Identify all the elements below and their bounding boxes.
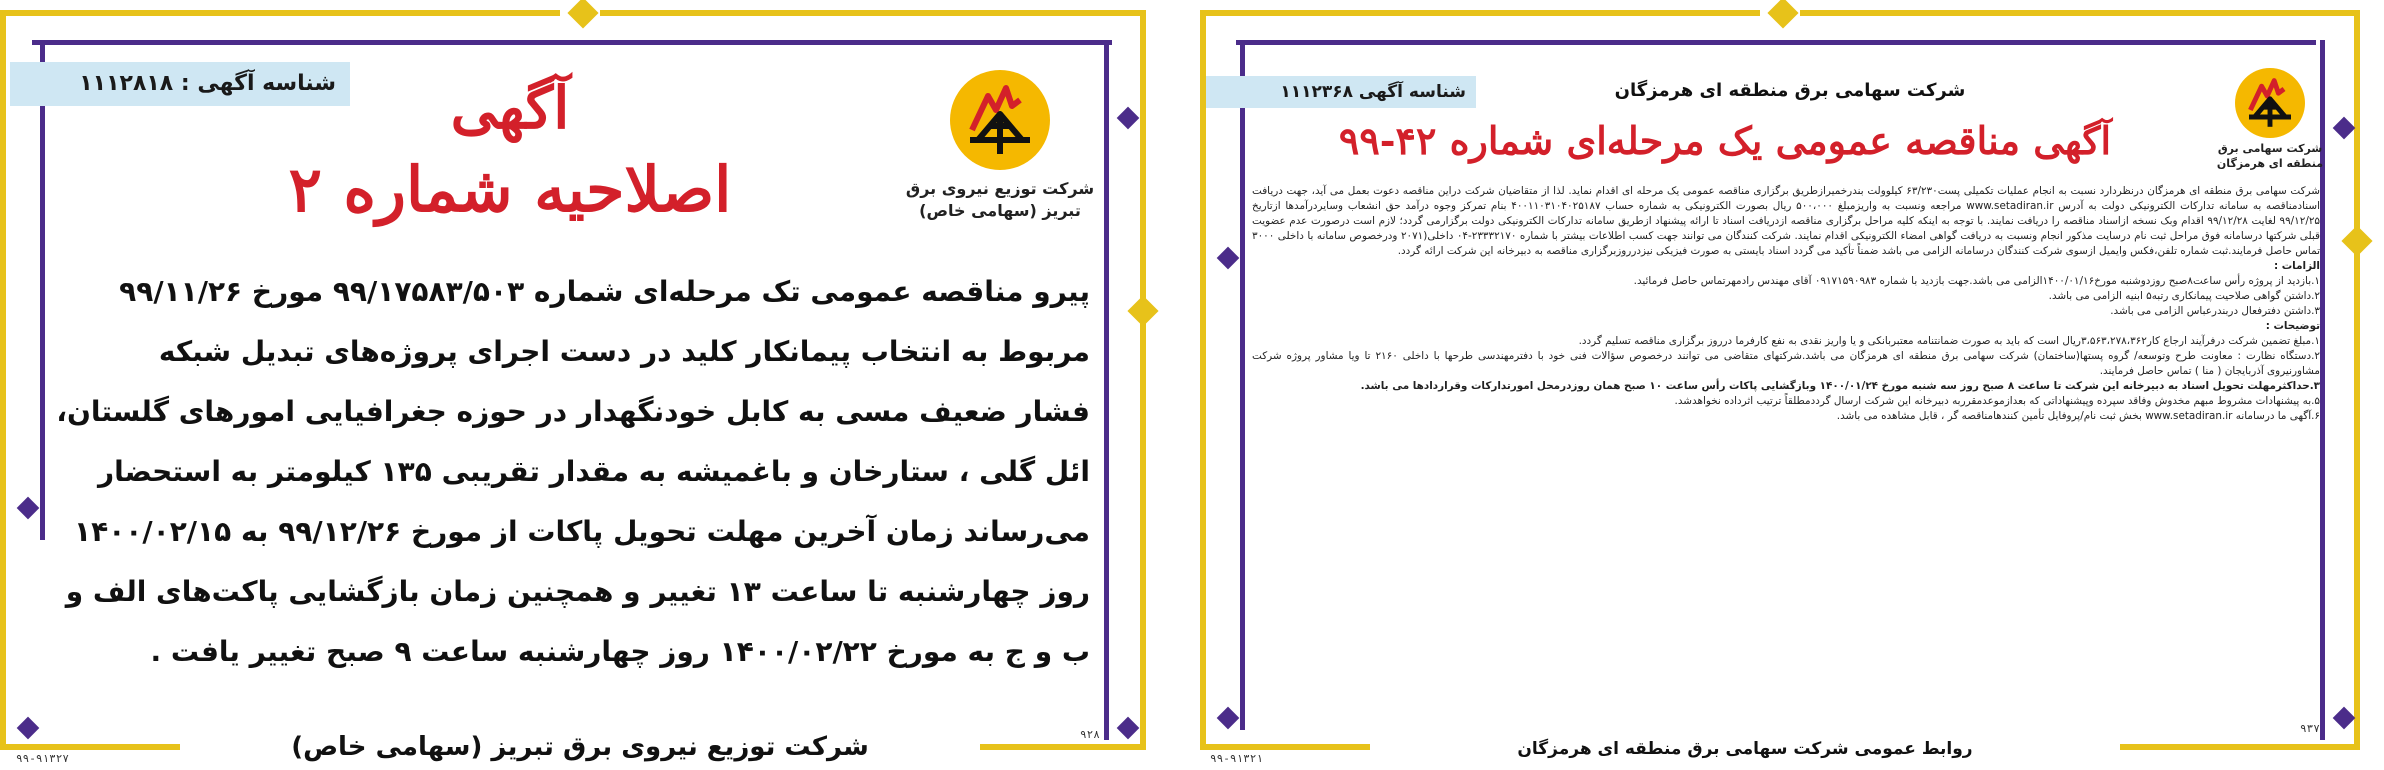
ad-id-value: ۱۱۱۲۸۱۸	[79, 71, 174, 96]
ad-title: آگهی	[450, 74, 570, 142]
ad-id-value: ۱۱۱۲۳۶۸	[1280, 82, 1353, 102]
body-line: ب و ج به مورخ ۱۴۰۰/۰۲/۲۲ روز چهارشنبه ساعت ۹ صبح تغییر یافت .	[150, 635, 1090, 668]
print-code: ۹۹-۹۱۳۲۱	[1210, 752, 1263, 765]
print-code: ۹۹-۹۱۳۲۷	[16, 752, 69, 765]
frame-line	[1236, 40, 2316, 45]
logo-name-line2: تبریز (سهامی خاص)	[919, 200, 1081, 220]
frame-line	[0, 10, 6, 750]
frame-line	[1200, 744, 1370, 750]
frame-line	[0, 744, 180, 750]
requirements-heading: الزامات :	[2273, 260, 2320, 272]
print-code: ۹۳۷	[2300, 722, 2320, 735]
ad-footer: روابط عمومی شرکت سهامی برق منطقه ای هرمزگان	[1380, 734, 2110, 764]
frame-line	[32, 40, 1112, 45]
frame-ornament	[2333, 707, 2356, 730]
frame-ornament	[1217, 707, 1240, 730]
notes-heading: توضیحات :	[2265, 320, 2320, 332]
lightning-icon	[950, 70, 1050, 170]
company-logo	[880, 70, 1120, 221]
body-line: پیرو مناقصه عمومی تک مرحله‌ای شماره ۹۹/۱۷۵۸۳/۵۰۳ مورخ ۹۹/۱۱/۲۶	[119, 275, 1090, 308]
logo-name-line1: شرکت سهامی برق	[2217, 142, 2323, 155]
lightning-icon	[2235, 68, 2305, 138]
note-item: ۱.مبلغ تضمین شرکت درفرآیند ارجاع کار۳،۵۶۳،۲۷۸،۳۶۲ریال است که باید به صورت ضمانتنامه معتبربانکی و یا واریز نقدی به نفع کارفرما درروز برگزاری مناقصه تسلیم گردد.	[1578, 335, 2320, 347]
ad-id-bar	[1206, 76, 1476, 108]
ad-id-label: شناسه آگهی :	[180, 71, 336, 96]
requirement-item: ۲.داشتن گواهی صلاحیت پیمانکاری رتبه۵ ابنیه الزامی می باشد.	[2048, 290, 2320, 302]
note-item: ۵.به پیشنهادات مشروط مبهم مخدوش وفاقد سپرده وپیشنهاداتی که بعدازموعدمقرربه دبیرخانه این شرکت ارسال گرددمطلقاً ترتیب اثرداده نخواهدشد.	[1674, 395, 2320, 407]
requirement-item: ۳.داشتن دفترفعال دربندرعباس الزامی می باشد.	[2110, 305, 2320, 317]
frame-ornament	[17, 497, 40, 520]
body-line: فشار ضعیف مسی به کابل خودنگهدار در حوزه جغرافیایی امورهای گلستان،	[56, 395, 1090, 428]
body-line: روز چهارشنبه تا ساعت ۱۳ تغییر و همچنین زمان بازگشایی پاکت‌های الف و	[65, 575, 1090, 608]
frame-line	[1240, 40, 1245, 730]
ad-title: آگهی مناقصه عمومی یک مرحله‌ای شماره ۴۲-۹۹	[1338, 118, 2112, 163]
frame-ornament	[567, 0, 598, 29]
frame-line	[0, 10, 560, 16]
intro-paragraph: شرکت سهامی برق منطقه ای هرمزگان درنظردارد نسبت به انجام عملیات تکمیلی پست۶۳/۲۳۰ کیلوولت بندرخمیرازطریق برگزاری مناقصه عمومی یک مرحله ای اقدام نماید. لذا از متقاضیان شرکت دراین مناقصه دعوت بعمل می آید، جهت دریافت اسنادمناقصه به سامانه تدارکات الکترونیکی دولت به آدرس www.setadiran.ir مراجعه ونسبت به واریزمبلغ ۵۰۰،۰۰۰ ریال بصورت الکترونیکی به شماره حساب ۴۰۰۱۱۰۳۱۰۴۰۲۵۱۸۷ بنام تمرکز وجوه درآمد حق انشعاب وسایردرآمدها ازتاریخ ۹۹/۱۲/۲۵ لغایت ۹۹/۱۲/۲۸ اقدام وبک نسخه ازاسناد مناقصه را دریافت نمایند. با توجه به اینکه کلیه مراحل برگزاری مناقصه ازدریافت اسناد تا ارائه پیشنهاد ازطریق سامانه تدارکات الکترونیکی دولت برگزارمی گردد؛ لازم است درصورت عدم عضویت قبلی شرکتها درسامانه فوق مراحل ثبت نام درسایت مذکور انجام ونسبت به دریافت گواهی امضاء الکترونیکی اقدام نمایند. شرکت کنندگان می توانند جهت کسب اطلاعات بیشتر با شماره ۲۳۳۳۲۱۷۰-۰۴ داخلی(۲۰۷۱ ودرخصوص سامانه با داخلی ۳۰۰۰ تماس حاصل فرمایند.ثبت شماره تلفن،فکس وایمیل ازسوی شرکت کنندگان درسامانه الزامی می باشد ضمناً تأکید می گردد اسناد بایستی به صورت فیزیکی نیزدرروزبرگزاری مناقصه به دبیرخانه این شرکت ارائه گردد.	[1252, 185, 2321, 257]
tabriz-amendment-ad	[0, 0, 1152, 770]
note-item: ۶.آگهی ما درسامانه www.setadiran.ir بخش ثبت نام/پروفایل تأمین کنندهامناقصه گر ، قابل مشاهده می باشد.	[1836, 410, 2320, 422]
logo-name-line1: شرکت توزیع نیروی برق	[905, 179, 1095, 198]
frame-ornament	[1767, 0, 1798, 29]
ad-body	[56, 262, 1090, 682]
note-item: ۳.حداکثرمهلت تحویل اسناد به دبیرخانه این شرکت تا ساعت ۸ صبح روز سه شنبه مورخ ۱۴۰۰/۰۱/۲۴ وبازگشایی پاکات رأس ساعت ۱۰ صبح همان روزدرمحل امورتدارکات وقراردادها می باشد.	[1360, 380, 2320, 392]
frame-ornament	[1127, 295, 1158, 326]
hormozgan-tender-ad	[1200, 0, 2384, 770]
frame-line	[1200, 10, 1760, 16]
body-line: ائل گلی ، ستارخان و باغمیشه به مقدار تقریبی ۱۳۵ کیلومتر به استحضار	[97, 455, 1090, 488]
ad-id-label: شناسه آگهی	[1358, 82, 1466, 102]
frame-line	[980, 744, 1146, 750]
print-code: ۹۲۸	[1080, 728, 1100, 741]
requirement-item: ۱.بازدید از پروژه رأس ساعت۸صبح روزدوشنبه مورخ۱۴۰۰/۰۱/۱۶الزامی می باشد.جهت بازدید با شماره ۰۹۱۷۱۵۹۰۹۸۳ آقای مهندس رادمهرتماس حاصل فرمائید.	[1633, 275, 2320, 287]
frame-ornament	[1117, 717, 1140, 740]
frame-line	[40, 40, 45, 540]
company-logo	[2200, 68, 2340, 172]
frame-line	[2354, 10, 2360, 750]
ad-body	[1252, 184, 2320, 424]
ad-subtitle: اصلاحیه شماره ۲	[288, 153, 732, 226]
frame-ornament	[1117, 107, 1140, 130]
frame-line	[2120, 744, 2360, 750]
frame-line	[1140, 10, 1146, 750]
frame-line	[1800, 10, 2360, 16]
body-line: مربوط به انتخاب پیمانکار کلید در دست اجرای پروژه‌های تبدیل شبکه	[158, 335, 1090, 368]
frame-ornament	[1217, 247, 1240, 270]
ad-footer: شرکت توزیع نیروی برق تبریز (سهامی خاص)	[190, 728, 970, 766]
company-name: شرکت سهامی برق منطقه ای هرمزگان	[1614, 80, 1966, 101]
body-line: می‌رساند زمان آخرین مهلت تحویل پاکات از مورخ ۹۹/۱۲/۲۶ به ۱۴۰۰/۰۲/۱۵	[74, 515, 1090, 548]
note-item: ۲.دستگاه نظارت : معاونت طرح وتوسعه/ گروه پستها(ساختمان) شرکت سهامی برق منطقه ای هرمزگان می باشد.شرکتهای متقاضی می توانند درخصوص سؤالات فنی خود با دفترمهندسی طرحها با داخلی ۲۱۶۰ تا ویا مشاور پروژه شرکت مشاورنیروی آذربایجان ( منا ) تماس حاصل فرمایند.	[1252, 350, 2320, 377]
frame-ornament	[2341, 225, 2372, 256]
logo-name-line2: منطقه ای هرمزگان	[2216, 156, 2324, 170]
frame-line	[1200, 10, 1206, 750]
frame-line	[600, 10, 1146, 16]
frame-ornament	[17, 717, 40, 740]
